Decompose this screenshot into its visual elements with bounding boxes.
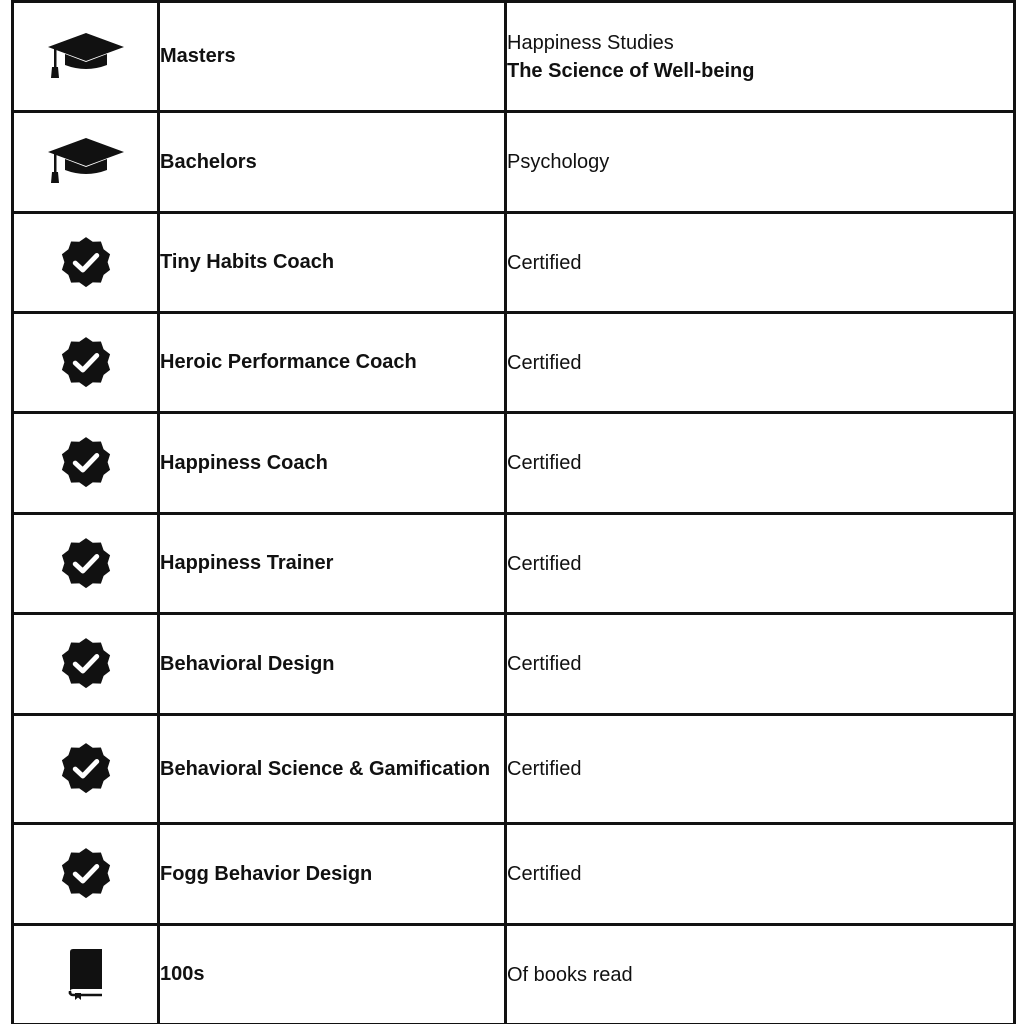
- icon-cell: [13, 413, 159, 514]
- icon-cell: [13, 514, 159, 614]
- table-row: [13, 715, 1015, 824]
- credential-title: Happiness Coach: [159, 413, 506, 514]
- credential-title: 100s: [159, 925, 506, 1024]
- credential-title: Bachelors: [159, 112, 506, 213]
- verified-badge-icon: [59, 436, 113, 490]
- table-row: [13, 313, 1015, 413]
- credential-description: Certified: [506, 514, 1015, 614]
- credential-description: Certified: [506, 824, 1015, 925]
- verified-badge-icon: [59, 847, 113, 901]
- icon-cell: [13, 925, 159, 1024]
- book-icon: [67, 949, 105, 1001]
- credential-description: [506, 2, 1015, 112]
- credential-title: Happiness Trainer: [159, 514, 506, 614]
- graduation-cap-icon: [48, 138, 124, 186]
- credential-subtitle: The Science of Well-being: [507, 59, 755, 82]
- verified-badge-icon: [59, 537, 113, 591]
- verified-badge-icon: [59, 336, 113, 390]
- table-row: [13, 925, 1015, 1024]
- credential-description: Certified: [506, 614, 1015, 715]
- credential-title: Heroic Performance Coach: [159, 313, 506, 413]
- table-row: [13, 824, 1015, 925]
- table-row: [13, 112, 1015, 213]
- icon-cell: [13, 313, 159, 413]
- verified-badge-icon: [59, 637, 113, 691]
- credential-description: Certified: [506, 313, 1015, 413]
- credential-description: Of books read: [506, 925, 1015, 1024]
- icon-cell: [13, 824, 159, 925]
- credential-field: Happiness Studies: [507, 31, 674, 54]
- credential-description: Certified: [506, 213, 1015, 313]
- table-row: [13, 514, 1015, 614]
- table-row: [13, 614, 1015, 715]
- verified-badge-icon: [59, 236, 113, 290]
- credential-description: Certified: [506, 715, 1015, 824]
- table-row: [13, 213, 1015, 313]
- table-row: [13, 2, 1015, 112]
- icon-cell: [13, 112, 159, 213]
- credential-title: Masters: [159, 2, 506, 112]
- credential-title: Behavioral Science & Gamification: [159, 715, 506, 824]
- icon-cell: [13, 614, 159, 715]
- verified-badge-icon: [59, 742, 113, 796]
- graduation-cap-icon: [48, 33, 124, 81]
- table-row: [13, 413, 1015, 514]
- icon-cell: [13, 213, 159, 313]
- credential-title: Fogg Behavior Design: [159, 824, 506, 925]
- icon-cell: [13, 2, 159, 112]
- credentials-table: [11, 0, 1016, 1024]
- icon-cell: [13, 715, 159, 824]
- credential-title: Behavioral Design: [159, 614, 506, 715]
- credential-title: Tiny Habits Coach: [159, 213, 506, 313]
- credential-description: Certified: [506, 413, 1015, 514]
- credential-description: Psychology: [506, 112, 1015, 213]
